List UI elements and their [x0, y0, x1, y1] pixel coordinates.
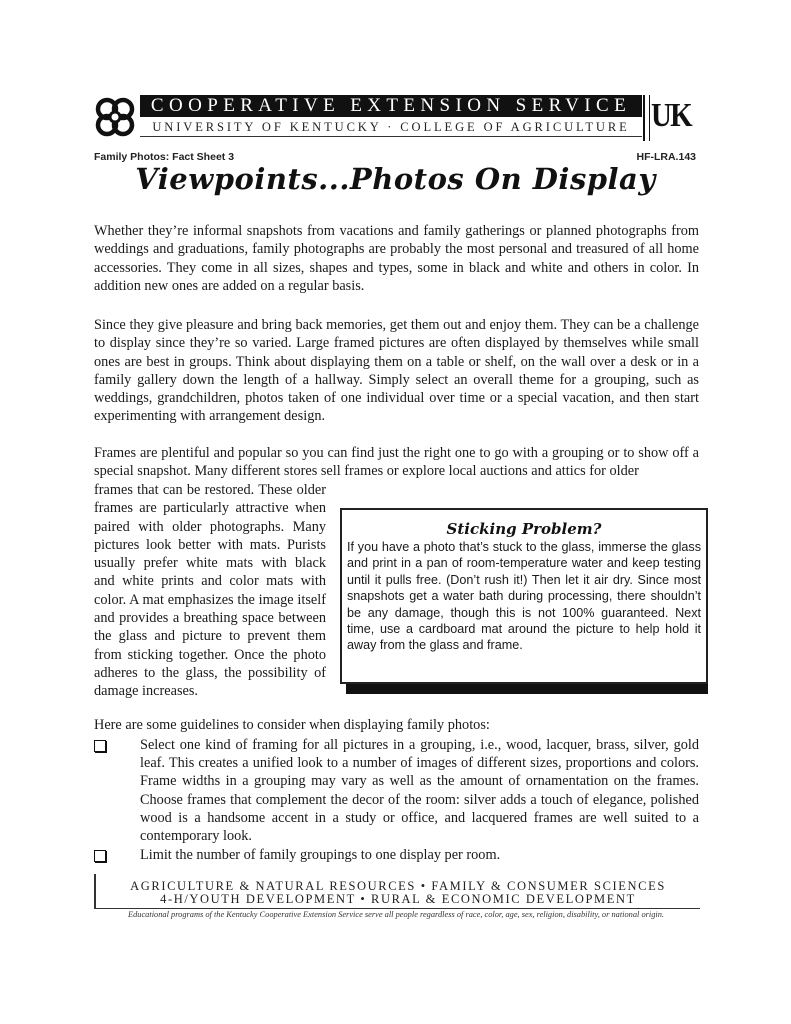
- sticking-problem-box: [340, 508, 708, 684]
- guideline-text: Select one kind of framing for all pictures in a grouping, i.e., wood, lacquer, brass, silver, gold leaf. This creates a unified look to a number of images of different sizes, proportions and colors. Frame widths in a grouping may vary as well as the amount of ornamentation on the frames. Choose frames that complement the decor of the room: silver adds a touch of elegance, polished wood is a handsome accent in a study or office, and lacquered frames are well suited to a contemporary look.: [140, 737, 699, 845]
- extension-banner: [140, 95, 642, 141]
- guideline-text: Limit the number of family groupings to one display per room.: [140, 847, 501, 863]
- frames-paragraph-continued: frames that can be restored. These older frames are particularly attractive when paired with older photographs. Many pictures look better with mats. Purists usually prefer white mats with black and white prints and color mats with color. A mat emphasizes the image itself and provides a breathing space between the glass and picture to prevent them from sticking together. Once the photo adheres to the glass, the possibility of damage increases.: [94, 482, 326, 700]
- guidelines-intro: Here are some guidelines to consider when displaying family photos:: [94, 717, 490, 733]
- tip-box-body: If you have a photo that’s stuck to the glass, immerse the glass and print in a pan of room-temperature water and keep testing until it pulls free. (Don’t rush it!) Then let it air dry. Since most snapshots get a water bath during processing, there shouldn’t be any damage, though this is not 100% guaranteed. Next time, use a cardboard mat around the picture to help hold it away from the glass and frame.: [347, 540, 701, 653]
- nondiscrimination-disclaimer: Educational programs of the Kentucky Cooperative Extension Service serve all people regardless of race, color, age, sex, religion, disability, or national origin.: [127, 910, 665, 919]
- banner-subtitle: UNIVERSITY OF KENTUCKY · COLLEGE OF AGRICULTURE: [140, 118, 642, 137]
- tip-box-title: Sticking Problem?: [446, 520, 602, 538]
- cooperative-extension-logo-icon: [94, 97, 136, 137]
- checkbox-square-icon: [94, 740, 106, 752]
- display-paragraph: Since they give pleasure and bring back memories, get them out and enjoy them. They can be a challenge to display since they’re so varied. Large framed pictures are often displayed by themselves while small ones are best in groups. Think about displaying them on a table or shelf, on the wall over a desk or in a family gallery down the length of a hallway. Simply select an overall theme for a grouping, such as weddings, grandchildren, photos taken of one individual over time or a special vacation, and then start experimenting with arrangement design.: [94, 317, 699, 425]
- frames-paragraph: Frames are plentiful and popular so you can find just the right one to go with a grouping or to show off a special snapshot. Many different stores sell frames or explore local auctions and attics for older: [94, 445, 699, 480]
- page-title: Viewpoints...Photos On Display: [135, 162, 656, 196]
- footer-line-2: 4-H/YOUTH DEVELOPMENT • RURAL & ECONOMIC DEVELOPMENT: [160, 892, 636, 906]
- uk-logo: UK: [651, 97, 691, 134]
- masthead: [94, 95, 704, 141]
- series-label: Family Photos: Fact Sheet 3: [94, 151, 235, 163]
- checkbox-square-icon: [94, 850, 106, 862]
- banner-divider: [643, 95, 650, 141]
- intro-paragraph: Whether they’re informal snapshots from vacations and family gatherings or planned photographs from weddings and graduations, family photographs are probably the most personal and treasured of all home accessories. They come in all sizes, shapes and types, some in black and white and others in color. In addition new ones are added on a regular basis.: [94, 223, 699, 294]
- document-code: HF-LRA.143: [636, 151, 696, 163]
- program-areas-footer: [94, 874, 700, 909]
- footer-line-1: AGRICULTURE & NATURAL RESOURCES • FAMILY & CONSUMER SCIENCES: [130, 879, 666, 893]
- banner-title: COOPERATIVE EXTENSION SERVICE: [140, 95, 642, 117]
